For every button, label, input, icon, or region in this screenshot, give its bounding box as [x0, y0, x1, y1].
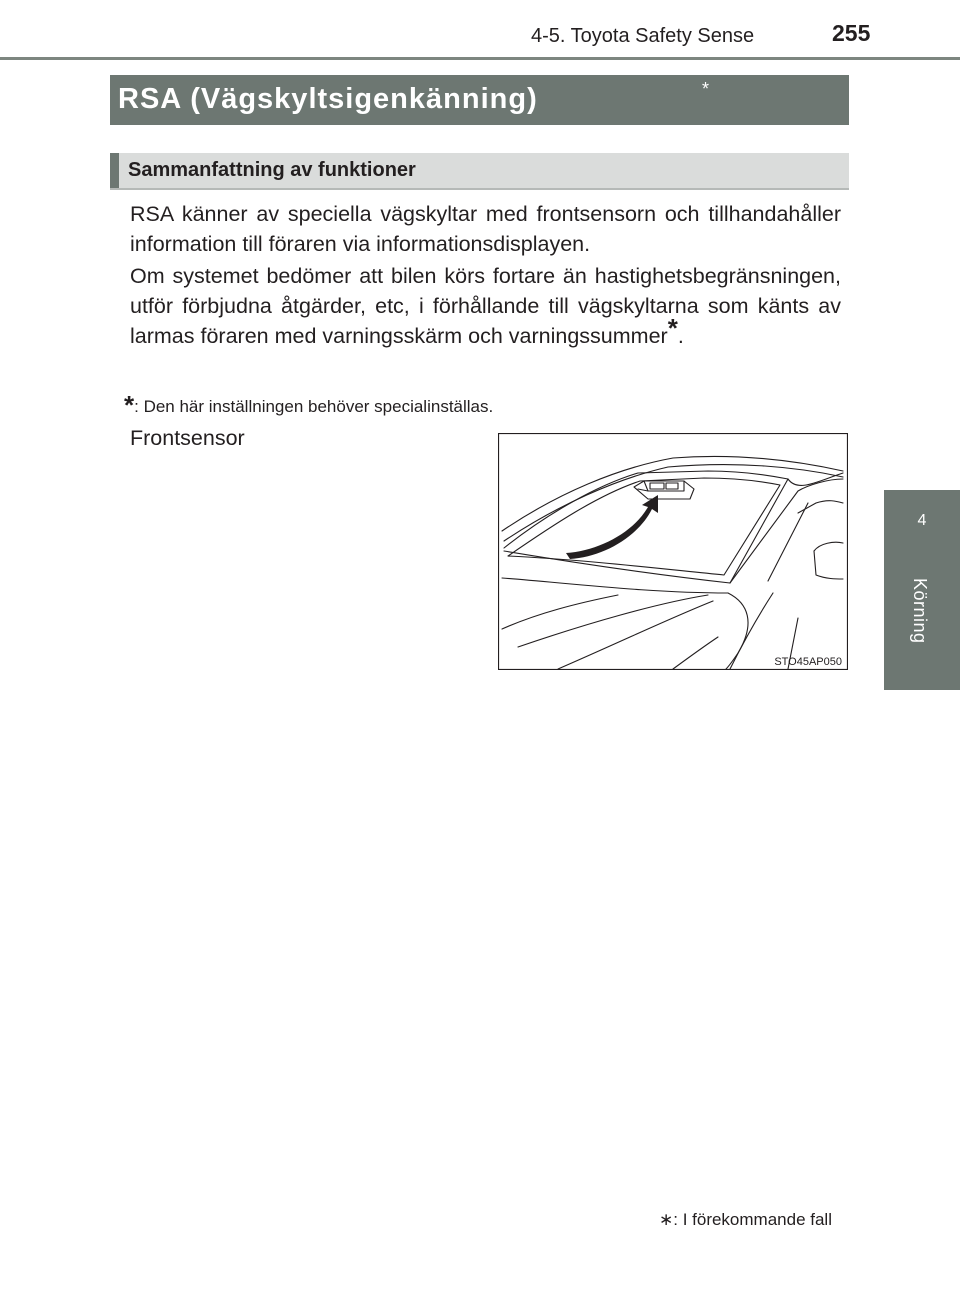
setting-footnote [124, 390, 493, 421]
title-asterisk: * [702, 79, 710, 99]
page-number: 255 [832, 20, 871, 46]
section-label: 4-5. Toyota Safety Sense [531, 25, 755, 47]
paragraph-2-text: Om systemet bedömer att bilen körs fortare än hastighetsbegränsningen, utför förbjudna åtgärder, etc, i förhållande till vägskyltarna som känts av larmas föraren med varningsskärm och varningssummer [130, 264, 841, 348]
chapter-tab [884, 490, 960, 690]
setting-footnote-text: : Den här inställningen behöver specialinställas. [134, 397, 494, 416]
paragraph-2-period: . [677, 324, 684, 348]
paragraph-2 [130, 261, 841, 351]
figure-caption: Frontsensor [130, 426, 245, 450]
figure-code: STO45AP050 [774, 656, 842, 668]
setting-footnote-asterisk: * [124, 390, 135, 420]
paragraph-2-asterisk: * [667, 313, 678, 343]
chapter-label: Körning [910, 578, 930, 644]
subheading-accent [110, 153, 119, 188]
section-title: RSA (Vägskyltsigenkänning) [118, 83, 538, 115]
chapter-number: 4 [917, 512, 927, 529]
availability-footnote [659, 1210, 832, 1230]
section-title-bar [110, 75, 849, 125]
header-rule [0, 57, 960, 60]
windshield-drawing [498, 433, 848, 670]
availability-footnote-asterisk: ∗ [659, 1210, 674, 1229]
subheading-bar [110, 153, 849, 190]
front-sensor-illustration [498, 433, 848, 670]
paragraph-1: RSA känner av speciella vägskyltar med frontsensorn och tillhandahåller information till föraren via informationsdisplayen. [130, 202, 841, 256]
subheading: Sammanfattning av funktioner [128, 159, 416, 181]
availability-footnote-text: : I förekommande fall [673, 1210, 832, 1229]
